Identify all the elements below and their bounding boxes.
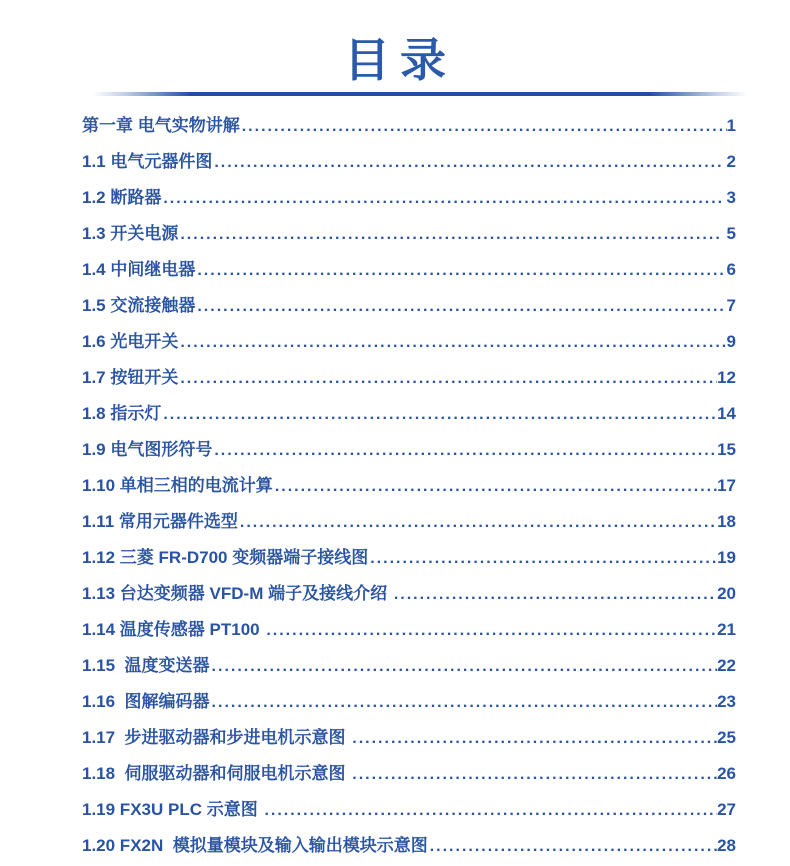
toc-row-chapter <box>82 108 736 144</box>
toc-row <box>82 792 736 828</box>
toc-page-number: 26 <box>717 764 736 783</box>
page-title: 目录 <box>344 34 456 86</box>
toc-leader-dots <box>178 361 717 397</box>
toc-leader-dots <box>238 505 717 541</box>
toc-leader-dots <box>368 541 717 577</box>
toc-leader-dots <box>195 253 726 289</box>
toc-row <box>82 216 736 252</box>
toc-entry-label: 1.6 光电开关 <box>82 332 179 351</box>
toc-leader-dots <box>212 433 717 469</box>
toc-leader-dots <box>178 325 726 361</box>
toc-page-number: 15 <box>717 440 736 459</box>
toc-page-number: 21 <box>717 620 736 639</box>
toc-leader-dots <box>350 721 717 757</box>
toc-page-number: 1 <box>726 116 736 135</box>
toc-leader-dots <box>273 469 717 505</box>
toc-page-number: 14 <box>717 404 736 423</box>
toc-row <box>82 432 736 468</box>
toc-entry-label: 第一章 电气实物讲解 <box>82 116 240 135</box>
toc-entry-label: 1.13 台达变频器 VFD-M 端子及接线介绍 <box>82 584 392 603</box>
toc-entry-label: 1.20 FX2N 模拟量模块及输入输出模块示意图 <box>82 836 428 855</box>
toc-page-number: 27 <box>717 800 736 819</box>
toc-entry-label: 1.5 交流接触器 <box>82 296 196 315</box>
toc-row <box>82 684 736 720</box>
toc-page-number: 25 <box>717 728 736 747</box>
toc-page-number: 6 <box>726 260 736 279</box>
toc-row <box>82 828 736 864</box>
toc-page-number: 12 <box>717 368 736 387</box>
toc-row <box>82 504 736 540</box>
toc-leader-dots <box>262 793 717 829</box>
toc-leader-dots <box>240 109 727 145</box>
toc-row <box>82 612 736 648</box>
toc-leader-dots <box>392 577 717 613</box>
toc-leader-dots <box>264 613 717 649</box>
toc-leader-dots <box>195 289 726 325</box>
toc-row <box>82 468 736 504</box>
toc-leader-dots <box>161 397 717 433</box>
toc-leader-dots <box>178 217 721 253</box>
toc-page-number: 28 <box>717 836 736 855</box>
toc-row <box>82 720 736 756</box>
toc-row <box>82 648 736 684</box>
toc-entry-label: 1.15 温度变送器 <box>82 656 210 675</box>
toc-page-number: 22 <box>717 656 736 675</box>
toc-row <box>82 288 736 324</box>
toc-row <box>82 252 736 288</box>
toc-page-number: 19 <box>717 548 736 567</box>
toc-row <box>82 144 736 180</box>
toc-row <box>82 396 736 432</box>
toc-entry-label: 1.17 步进驱动器和步进电机示意图 <box>82 728 351 747</box>
toc-entry-label: 1.11 常用元器件选型 <box>82 512 238 531</box>
toc-row <box>82 756 736 792</box>
toc-list <box>0 108 790 864</box>
toc-entry-label: 1.14 温度传感器 PT100 <box>82 620 265 639</box>
toc-leader-dots <box>161 181 721 217</box>
title-underline-decoration <box>93 92 747 96</box>
toc-entry-label: 1.16 图解编码器 <box>82 692 210 711</box>
toc-leader-dots <box>210 685 718 721</box>
toc-leader-dots <box>350 757 717 793</box>
toc-entry-label: 1.19 FX3U PLC 示意图 <box>82 800 263 819</box>
toc-row <box>82 540 736 576</box>
toc-page-number: 5 <box>721 224 736 243</box>
toc-page-number: 17 <box>717 476 736 495</box>
toc-page-number: 2 <box>721 152 736 171</box>
toc-entry-label: 1.10 单相三相的电流计算 <box>82 476 273 495</box>
toc-page-number: 20 <box>717 584 736 603</box>
toc-page-number: 18 <box>717 512 736 531</box>
toc-entry-label: 1.18 伺服驱动器和伺服电机示意图 <box>82 764 351 783</box>
toc-entry-label: 1.2 断路器 <box>82 188 162 207</box>
toc-entry-label: 1.12 三菱 FR-D700 变频器端子接线图 <box>82 548 369 567</box>
toc-row <box>82 360 736 396</box>
toc-page-number: 7 <box>726 296 736 315</box>
toc-page-number: 9 <box>726 332 736 351</box>
toc-page-number: 3 <box>721 188 736 207</box>
toc-leader-dots <box>212 145 721 181</box>
toc-entry-label: 1.4 中间继电器 <box>82 260 196 279</box>
toc-entry-label: 1.1 电气元器件图 <box>82 152 213 171</box>
toc-leader-dots <box>210 649 718 685</box>
toc-page-number: 23 <box>717 692 736 711</box>
toc-row <box>82 180 736 216</box>
toc-entry-label: 1.3 开关电源 <box>82 224 179 243</box>
toc-row <box>82 576 736 612</box>
toc-row <box>82 324 736 360</box>
toc-entry-label: 1.7 按钮开关 <box>82 368 179 387</box>
toc-entry-label: 1.9 电气图形符号 <box>82 440 213 459</box>
toc-entry-label: 1.8 指示灯 <box>82 404 162 423</box>
toc-leader-dots <box>428 829 717 865</box>
